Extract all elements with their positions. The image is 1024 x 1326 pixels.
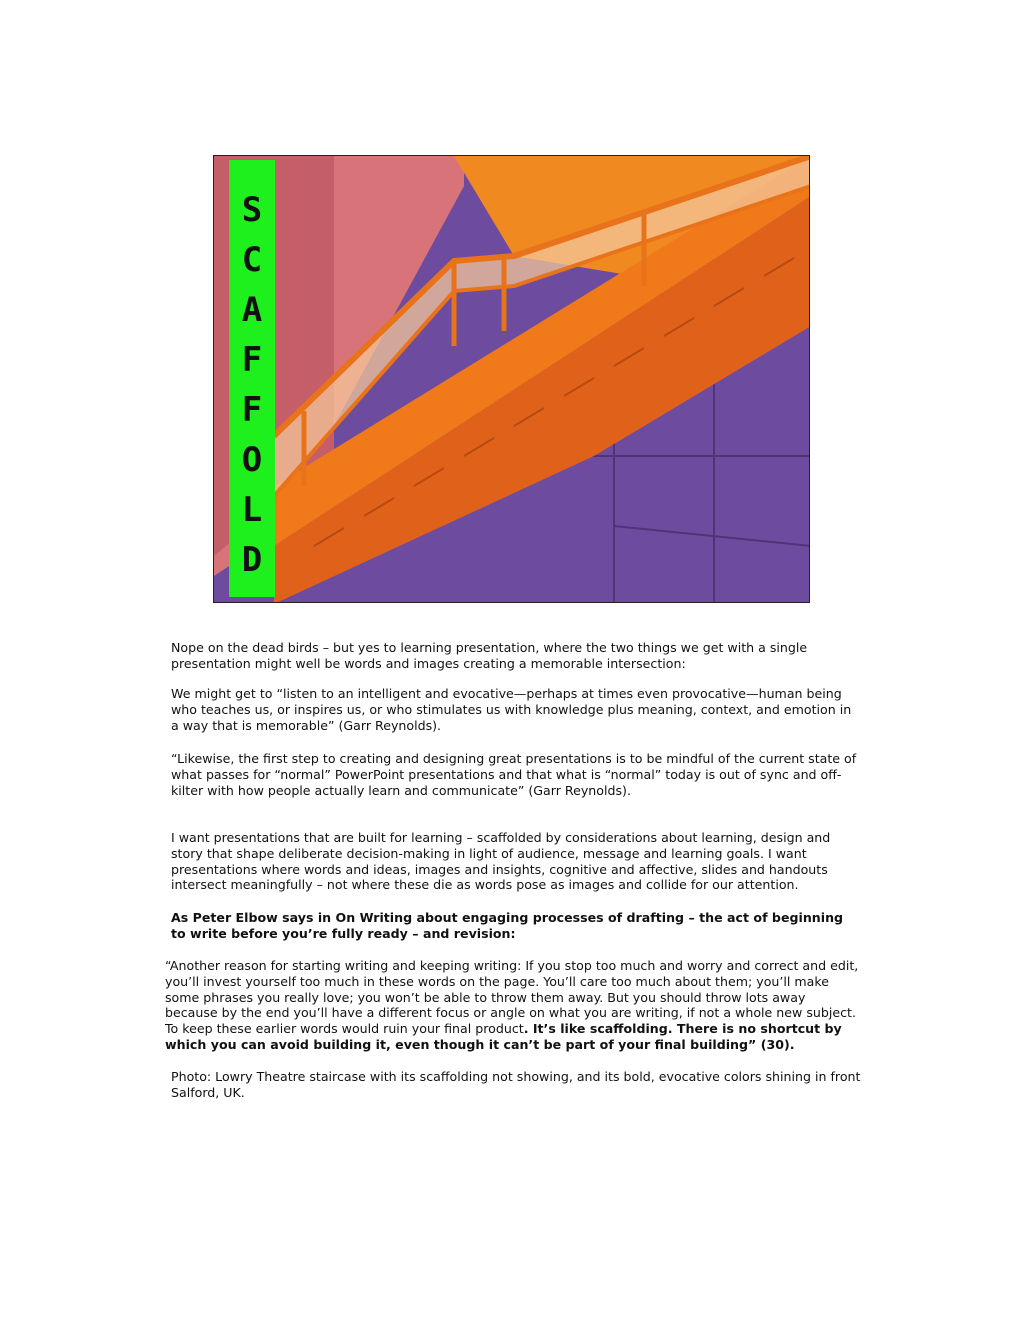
photo-caption (171, 1069, 861, 1101)
banner-letter: C (241, 240, 263, 280)
banner-letter: F (241, 340, 263, 380)
banner-letter: D (241, 540, 263, 580)
paragraph-text: Nope on the dead birds – but yes to learning presentation, where the two things we get with a single presentation might well be words and images creating a memorable intersection: (171, 640, 808, 671)
paragraph-text: As Peter Elbow says in On Writing about engaging processes of drafting – the act of beginning to write before you’re fully ready – and revision: (171, 910, 844, 941)
banner-letter: F (241, 390, 263, 430)
paragraph-quote-reynolds-1 (171, 686, 861, 733)
paragraph-quote-reynolds-2 (171, 751, 861, 798)
paragraph-text: I want presentations that are built for learning – scaffolded by considerations about learning, design and story that shape deliberate decision-making in light of audience, message and learning goals. I want presentations where words and ideas, images and insights, cognitive and affective, slides and handouts intersect meaningfully – not where these die as words pose as images and collide for our attention. (171, 830, 831, 893)
quote-bold-text: . It’s like scaffolding. There is no shortcut by which you can avoid building it, even though it can’t be part of your final building” (30). (165, 1021, 842, 1052)
banner-letter: S (241, 190, 263, 230)
paragraph-text: “Likewise, the first step to creating and designing great presentations is to be mindful of the current state of what passes for “normal” PowerPoint presentations and that what is “normal” today is out of sync and off-kilter with how people actually learn and communicate” (Garr Reynolds). (171, 751, 857, 798)
paragraph-text: Photo: Lowry Theatre staircase with its scaffolding not showing, and its bold, evocative colors shining in front Salford, UK. (171, 1069, 861, 1100)
paragraph-elbow-quote (165, 958, 861, 1053)
paragraph-intro (171, 640, 861, 672)
paragraph-text: We might get to “listen to an intelligent and evocative—perhaps at times even provocative—human being who teaches us, or inspires us, or who stimulates us with knowledge plus meaning, context, and emotion in a way that is memorable” (Garr Reynolds). (171, 686, 852, 733)
paragraph-learning (171, 830, 861, 893)
paragraph-elbow-intro (171, 910, 861, 942)
scaffold-banner (229, 160, 275, 597)
banner-letter: A (241, 290, 263, 330)
banner-letter: O (241, 440, 263, 480)
staircase-illustration (214, 156, 810, 603)
quote-regular-text: “Another reason for starting writing and keeping writing: If you stop too much and worry and correct and edit, you’ll invest yourself too much in these words on the page. You’ll care too much about them; you’ll make some phrases you really love; you won’t be able to throw them away. But you should throw lots away because by the end you’ll have a different focus or angle on what you are writing, if not a whole new subject. To keep these earlier words would ruin your final product (165, 958, 859, 1037)
banner-letter: L (241, 490, 263, 530)
staircase-photo (213, 155, 810, 603)
